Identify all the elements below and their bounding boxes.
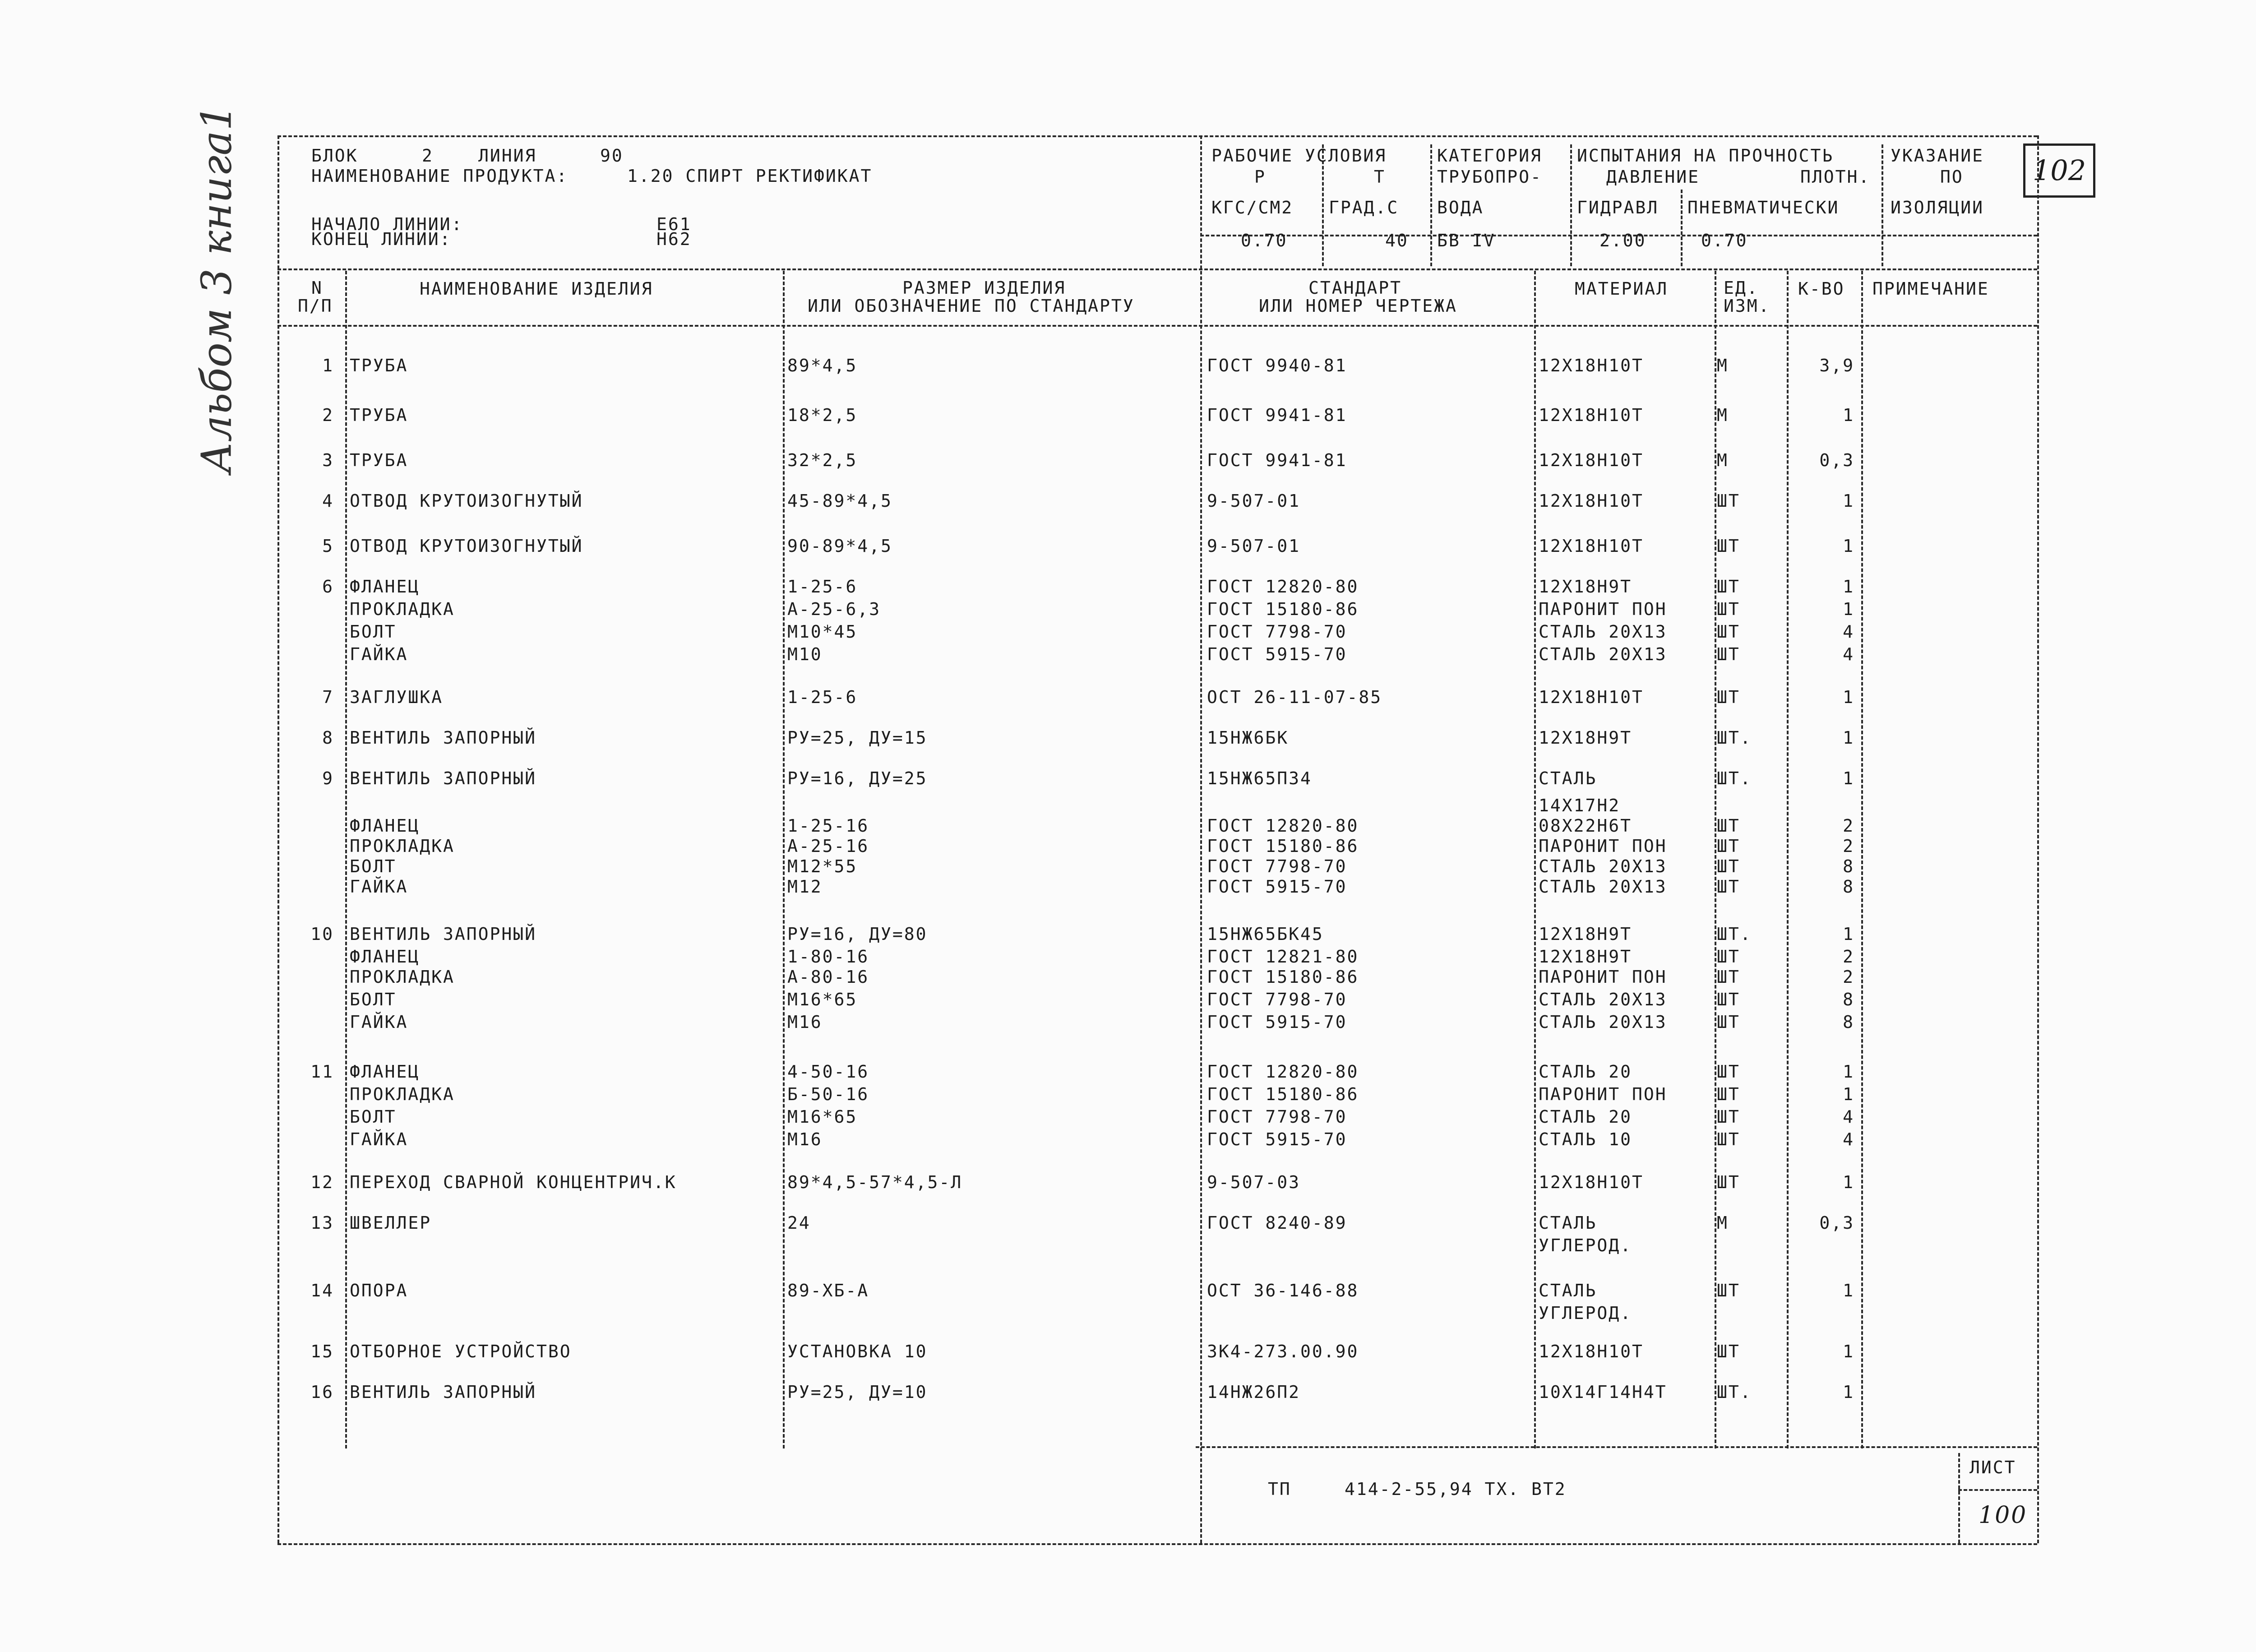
row-standard: ГОСТ 15180-86 [1207, 1084, 1359, 1104]
hdr-test-line [1570, 144, 1572, 266]
start-value: Е61 [656, 214, 692, 234]
row-name: ГАЙКА [350, 877, 408, 897]
row-name: ЗАГЛУШКА [350, 687, 444, 707]
row-material: 12Х18Н9Т [1539, 947, 1632, 967]
row-size: М16*65 [787, 990, 858, 1009]
col-num-header-l1: N [311, 278, 323, 298]
row-unit: ШТ [1717, 622, 1740, 642]
row-unit: ШТ. [1717, 1382, 1752, 1402]
row-name: ФЛАНЕЦ [350, 1062, 420, 1082]
row-unit: ШТ [1717, 856, 1740, 876]
row-size: 1-25-6 [787, 687, 858, 707]
row-standard: ГОСТ 7798-70 [1207, 990, 1347, 1009]
col-unit-header-l1: ЕД. [1724, 278, 1759, 298]
row-unit: ШТ [1717, 577, 1740, 597]
row-number: 12 [310, 1172, 334, 1192]
row-size: 1-80-16 [787, 947, 869, 967]
row-name: БОЛТ [350, 1107, 397, 1127]
row-name: ГАЙКА [350, 1012, 408, 1032]
row-size: 4-50-16 [787, 1062, 869, 1082]
row-name: ФЛАНЕЦ [350, 947, 420, 967]
row-size: 18*2,5 [787, 405, 858, 425]
row-material: СТАЛЬ 20Х13 [1539, 622, 1667, 642]
row-name: ПРОКЛАДКА [350, 967, 455, 987]
row-number: 10 [310, 924, 334, 944]
row-name: ВЕНТИЛЬ ЗАПОРНЫЙ [350, 768, 537, 788]
row-material: СТАЛЬ [1539, 1213, 1597, 1233]
row-number: 6 [322, 577, 334, 597]
row-standard: ГОСТ 15180-86 [1207, 967, 1359, 987]
row-unit: М [1717, 405, 1729, 425]
row-number: 3 [322, 450, 334, 470]
row-qty: 1 [1843, 1084, 1854, 1104]
frame-left-line [277, 135, 279, 1543]
t-unit: ГРАД.С [1329, 198, 1399, 217]
hdr-pneu-line [1681, 190, 1683, 266]
test-pressure: ДАВЛЕНИЕ [1606, 167, 1700, 187]
row-name: ГАЙКА [350, 644, 408, 664]
row-unit: ШТ [1717, 967, 1740, 987]
row-unit: ШТ [1717, 491, 1740, 511]
row-qty: 1 [1843, 536, 1854, 556]
header-divider-line [277, 268, 2037, 270]
category-l2: ТРУБОПРО- [1437, 167, 1542, 187]
row-size: РУ=25, ДУ=15 [787, 728, 928, 748]
row-size: 1-25-16 [787, 816, 869, 836]
row-size: М12*55 [787, 856, 858, 876]
row-standard: ГОСТ 7798-70 [1207, 856, 1347, 876]
row-standard: 9-507-01 [1207, 536, 1301, 556]
frame-right-line [2037, 135, 2039, 1543]
row-standard: ГОСТ 5915-70 [1207, 1012, 1347, 1032]
row-standard: 9-507-03 [1207, 1172, 1301, 1192]
row-name: ОТБОРНОЕ УСТРОЙСТВО [350, 1342, 572, 1361]
doc-prefix: ТП [1268, 1479, 1291, 1499]
row-name: ВЕНТИЛЬ ЗАПОРНЫЙ [350, 728, 537, 748]
row-standard: ГОСТ 5915-70 [1207, 1129, 1347, 1149]
row-qty: 1 [1843, 599, 1854, 619]
row-number: 9 [322, 768, 334, 788]
row-unit: ШТ [1717, 536, 1740, 556]
row-standard: ГОСТ 12820-80 [1207, 1062, 1359, 1082]
col-size-header-l1: РАЗМЕР ИЗДЕЛИЯ [902, 278, 1066, 298]
row-name: ОТВОД КРУТОИЗОГНУТЫЙ [350, 536, 583, 556]
row-unit: ШТ [1717, 877, 1740, 897]
col-std-line [1534, 271, 1536, 1448]
col-std-header-l1: СТАНДАРТ [1308, 278, 1402, 298]
hdr-ins-line [1882, 144, 1883, 266]
row-qty: 0,3 [1819, 1213, 1854, 1233]
row-size: РУ=16, ДУ=25 [787, 768, 928, 788]
row-unit: ШТ. [1717, 728, 1752, 748]
row-qty: 1 [1843, 577, 1854, 597]
row-material: 12Х18Н10Т [1539, 356, 1644, 375]
row-material: СТАЛЬ 20Х13 [1539, 990, 1667, 1009]
row-name: ГАЙКА [350, 1129, 408, 1149]
row-number: 15 [310, 1342, 334, 1361]
row-qty: 2 [1843, 836, 1854, 856]
row-qty: 2 [1843, 816, 1854, 836]
row-number: 11 [310, 1062, 334, 1082]
p-value: 0.70 [1241, 231, 1288, 250]
row-unit: М [1717, 450, 1729, 470]
row-unit: ШТ. [1717, 768, 1752, 788]
row-unit: ШТ [1717, 836, 1740, 856]
row-qty: 1 [1843, 924, 1854, 944]
row-size: 45-89*4,5 [787, 491, 892, 511]
col-num-header-l2: П/П [298, 296, 333, 316]
album-note: Альбом 3 книга1 [192, 104, 241, 473]
row-material: СТАЛЬ 10 [1539, 1129, 1632, 1149]
row-size: М16 [787, 1129, 823, 1149]
row-standard: ГОСТ 7798-70 [1207, 1107, 1347, 1127]
row-material: 12Х18Н9Т [1539, 577, 1632, 597]
row-standard: ОСТ 36-146-88 [1207, 1281, 1359, 1300]
row-qty: 8 [1843, 1012, 1854, 1032]
row-material: 12Х18Н10Т [1539, 687, 1644, 707]
row-number: 8 [322, 728, 334, 748]
sheet-label: ЛИСТ [1969, 1458, 2016, 1477]
row-standard: 9-507-01 [1207, 491, 1301, 511]
row-size: 89*4,5 [787, 356, 858, 375]
row-material: УГЛЕРОД. [1539, 1303, 1632, 1323]
product-label: НАИМЕНОВАНИЕ ПРОДУКТА: [311, 166, 569, 186]
row-qty: 1 [1843, 768, 1854, 788]
row-number: 7 [322, 687, 334, 707]
row-name: ВЕНТИЛЬ ЗАПОРНЫЙ [350, 924, 537, 944]
col-name-header: НАИМЕНОВАНИЕ ИЗДЕЛИЯ [420, 279, 653, 299]
sheet-number-box: 102 [2023, 143, 2095, 198]
row-size: 89-ХБ-А [787, 1281, 869, 1300]
row-name: ФЛАНЕЦ [350, 816, 420, 836]
row-name: ПРОКЛАДКА [350, 836, 455, 856]
row-name: БОЛТ [350, 622, 397, 642]
row-unit: М [1717, 1213, 1729, 1233]
start-label: НАЧАЛО ЛИНИИ: [311, 214, 463, 234]
row-material: СТАЛЬ 20Х13 [1539, 1012, 1667, 1032]
row-size: А-25-16 [787, 836, 869, 856]
row-qty: 2 [1843, 967, 1854, 987]
row-size: М10*45 [787, 622, 858, 642]
p-label: Р [1254, 167, 1266, 187]
sheet-cell-line [1958, 1489, 2037, 1491]
row-material: 12Х18Н9Т [1539, 924, 1632, 944]
insulation-l3: ИЗОЛЯЦИИ [1891, 198, 1984, 217]
row-standard: ГОСТ 15180-86 [1207, 599, 1359, 619]
row-material: СТАЛЬ [1539, 1281, 1597, 1300]
row-qty: 1 [1843, 1382, 1854, 1402]
row-unit: ШТ [1717, 644, 1740, 664]
row-number: 4 [322, 491, 334, 511]
row-material: ПАРОНИТ ПОН [1539, 836, 1667, 856]
pneumatic-value: 0.70 [1701, 231, 1748, 250]
row-qty: 1 [1843, 1342, 1854, 1361]
row-qty: 1 [1843, 405, 1854, 425]
row-size: М16*65 [787, 1107, 858, 1127]
row-material: СТАЛЬ [1539, 768, 1597, 788]
row-qty: 3,9 [1819, 356, 1854, 375]
row-material: УГЛЕРОД. [1539, 1236, 1632, 1255]
col-note-header: ПРИМЕЧАНИЕ [1872, 279, 1989, 299]
row-qty: 1 [1843, 491, 1854, 511]
row-standard: ОСТ 26-11-07-85 [1207, 687, 1382, 707]
row-material: ПАРОНИТ ПОН [1539, 599, 1667, 619]
end-label: КОНЕЦ ЛИНИИ: [311, 229, 452, 249]
row-unit: ШТ [1717, 947, 1740, 967]
row-material: 12Х18Н10Т [1539, 405, 1644, 425]
row-size: М16 [787, 1012, 823, 1032]
row-standard: ГОСТ 12821-80 [1207, 947, 1359, 967]
row-standard: ГОСТ 5915-70 [1207, 877, 1347, 897]
row-name: БОЛТ [350, 856, 397, 876]
category-l3: ВОДА [1437, 198, 1484, 217]
test-title: ИСПЫТАНИЯ НА ПРОЧНОСТЬ [1577, 146, 1834, 166]
row-material: СТАЛЬ 20 [1539, 1062, 1632, 1082]
row-name: ПЕРЕХОД СВАРНОЙ КОНЦЕНТРИЧ.К [350, 1172, 677, 1192]
row-material: 12Х18Н10Т [1539, 491, 1644, 511]
row-name: ОПОРА [350, 1281, 408, 1300]
col-std-header-l2: ИЛИ НОМЕР ЧЕРТЕЖА [1259, 296, 1457, 316]
row-size: М12 [787, 877, 823, 897]
row-unit: ШТ [1717, 1107, 1740, 1127]
category-value: БВ IV [1437, 231, 1496, 250]
row-unit: ШТ [1717, 687, 1740, 707]
row-number: 13 [310, 1213, 334, 1233]
row-standard: ГОСТ 7798-70 [1207, 622, 1347, 642]
category-l1: КАТЕГОРИЯ [1437, 146, 1542, 166]
col-material-header: МАТЕРИАЛ [1575, 279, 1669, 299]
hydraulic-value: 2.00 [1600, 231, 1646, 250]
row-number: 14 [310, 1281, 334, 1300]
table-bottom-line [1196, 1446, 2037, 1448]
row-standard: 3К4-273.00.90 [1207, 1342, 1359, 1361]
row-unit: ШТ. [1717, 924, 1752, 944]
col-num-line [345, 271, 347, 1448]
row-unit: ШТ [1717, 1172, 1740, 1192]
row-name: ТРУБА [350, 356, 408, 375]
row-standard: ГОСТ 9941-81 [1207, 405, 1347, 425]
frame-top-line [277, 135, 2037, 137]
row-unit: М [1717, 356, 1729, 375]
row-name: ПРОКЛАДКА [350, 599, 455, 619]
line-value: 90 [600, 146, 624, 166]
row-name: ПРОКЛАДКА [350, 1084, 455, 1104]
row-standard: ГОСТ 12820-80 [1207, 577, 1359, 597]
row-unit: ШТ [1717, 1084, 1740, 1104]
row-material: СТАЛЬ 20Х13 [1539, 877, 1667, 897]
row-material: 12Х18Н10Т [1539, 1342, 1644, 1361]
row-unit: ШТ [1717, 599, 1740, 619]
block-value: 2 [422, 146, 434, 166]
row-number: 5 [322, 536, 334, 556]
col-unit-header-l2: ИЗМ. [1724, 296, 1771, 316]
row-unit: ШТ [1717, 1342, 1740, 1361]
t-value: 40 [1385, 231, 1409, 250]
density-label: ПЛОТН. [1800, 167, 1871, 187]
column-header-divider-line [277, 325, 2037, 327]
end-value: Н62 [656, 229, 692, 249]
row-material: СТАЛЬ 20 [1539, 1107, 1632, 1127]
row-size: 1-25-6 [787, 577, 858, 597]
row-qty: 2 [1843, 947, 1854, 967]
row-material: 10Х14Г14Н4Т [1539, 1382, 1667, 1402]
row-size: РУ=25, ДУ=10 [787, 1382, 928, 1402]
row-standard: ГОСТ 5915-70 [1207, 644, 1347, 664]
row-qty: 1 [1843, 687, 1854, 707]
row-qty: 1 [1843, 1062, 1854, 1082]
row-qty: 1 [1843, 728, 1854, 748]
row-qty: 8 [1843, 856, 1854, 876]
row-material: 12Х18Н10Т [1539, 1172, 1644, 1192]
col-size-header-l2: ИЛИ ОБОЗНАЧЕНИЕ ПО СТАНДАРТУ [808, 296, 1135, 316]
t-label: Т [1374, 167, 1386, 187]
hydraulic-label: ГИДРАВЛ [1577, 198, 1659, 217]
row-unit: ШТ [1717, 1012, 1740, 1032]
row-name: БОЛТ [350, 990, 397, 1009]
col-qty-line [1861, 271, 1863, 1448]
row-material: СТАЛЬ 20Х13 [1539, 856, 1667, 876]
row-material: ПАРОНИТ ПОН [1539, 1084, 1667, 1104]
row-unit: ШТ [1717, 816, 1740, 836]
row-number: 1 [322, 356, 334, 375]
row-size: УСТАНОВКА 10 [787, 1342, 928, 1361]
col-name-line [783, 271, 785, 1448]
row-standard: ГОСТ 9941-81 [1207, 450, 1347, 470]
row-qty: 1 [1843, 1172, 1854, 1192]
p-unit: КГС/СМ2 [1211, 198, 1294, 217]
product-value: 1.20 СПИРТ РЕКТИФИКАТ [627, 166, 873, 186]
row-name: ВЕНТИЛЬ ЗАПОРНЫЙ [350, 1382, 537, 1402]
row-unit: ШТ [1717, 1062, 1740, 1082]
row-name: ОТВОД КРУТОИЗОГНУТЫЙ [350, 491, 583, 511]
insulation-l2: ПО [1940, 167, 1964, 187]
row-standard: ГОСТ 9940-81 [1207, 356, 1347, 375]
row-size: 32*2,5 [787, 450, 858, 470]
row-qty: 0,3 [1819, 450, 1854, 470]
row-size: А-80-16 [787, 967, 869, 987]
row-standard: ГОСТ 12820-80 [1207, 816, 1359, 836]
row-size: М10 [787, 644, 823, 664]
row-size: 89*4,5-57*4,5-Л [787, 1172, 963, 1192]
row-standard: ГОСТ 15180-86 [1207, 836, 1359, 856]
row-size: Б-50-16 [787, 1084, 869, 1104]
sheet-value: 100 [1979, 1502, 2028, 1529]
col-material-line [1715, 271, 1716, 1448]
row-material: 12Х18Н10Т [1539, 450, 1644, 470]
row-size: 90-89*4,5 [787, 536, 892, 556]
row-standard: 15НЖ65БК45 [1207, 924, 1324, 944]
row-number: 2 [322, 405, 334, 425]
row-name: ТРУБА [350, 450, 408, 470]
row-material: 14Х17Н2 [1539, 796, 1621, 815]
line-label: ЛИНИЯ [478, 146, 537, 166]
row-size: А-25-6,3 [787, 599, 881, 619]
row-material: 08Х22Н6Т [1539, 816, 1632, 836]
row-qty: 4 [1843, 1129, 1854, 1149]
col-qty-header: К-ВО [1798, 279, 1845, 299]
row-material: СТАЛЬ 20Х13 [1539, 644, 1667, 664]
row-qty: 8 [1843, 990, 1854, 1009]
row-unit: ШТ [1717, 1281, 1740, 1300]
row-standard: 15НЖ65П34 [1207, 768, 1312, 788]
row-standard: 15НЖ6БК [1207, 728, 1289, 748]
row-name: ШВЕЛЛЕР [350, 1213, 432, 1233]
hdr-cat-line [1430, 144, 1432, 266]
row-name: ТРУБА [350, 405, 408, 425]
row-size: РУ=16, ДУ=80 [787, 924, 928, 944]
frame-bottom-line [277, 1543, 2037, 1545]
row-qty: 8 [1843, 877, 1854, 897]
row-qty: 1 [1843, 1281, 1854, 1300]
row-qty: 4 [1843, 622, 1854, 642]
row-material: ПАРОНИТ ПОН [1539, 967, 1667, 987]
block-label: БЛОК [311, 146, 358, 166]
row-material: 12Х18Н10Т [1539, 536, 1644, 556]
sheet-cell-left-line [1958, 1453, 1960, 1543]
col-unit-line [1787, 271, 1789, 1448]
row-name: ФЛАНЕЦ [350, 577, 420, 597]
insulation-l1: УКАЗАНИЕ [1891, 146, 1984, 166]
doc-code: 414-2-55,94 ТХ. ВТ2 [1345, 1479, 1567, 1499]
row-unit: ШТ [1717, 990, 1740, 1009]
row-number: 16 [310, 1382, 334, 1402]
row-qty: 4 [1843, 644, 1854, 664]
work-conditions-label: РАБОЧИЕ УСЛОВИЯ [1211, 146, 1387, 166]
row-standard: ГОСТ 8240-89 [1207, 1213, 1347, 1233]
row-standard: 14НЖ26П2 [1207, 1382, 1301, 1402]
row-size: 24 [787, 1213, 811, 1233]
col-size-line [1200, 135, 1202, 1543]
pneumatic-label: ПНЕВМАТИЧЕСКИ [1687, 198, 1840, 217]
row-qty: 4 [1843, 1107, 1854, 1127]
row-unit: ШТ [1717, 1129, 1740, 1149]
row-material: 12Х18Н9Т [1539, 728, 1632, 748]
